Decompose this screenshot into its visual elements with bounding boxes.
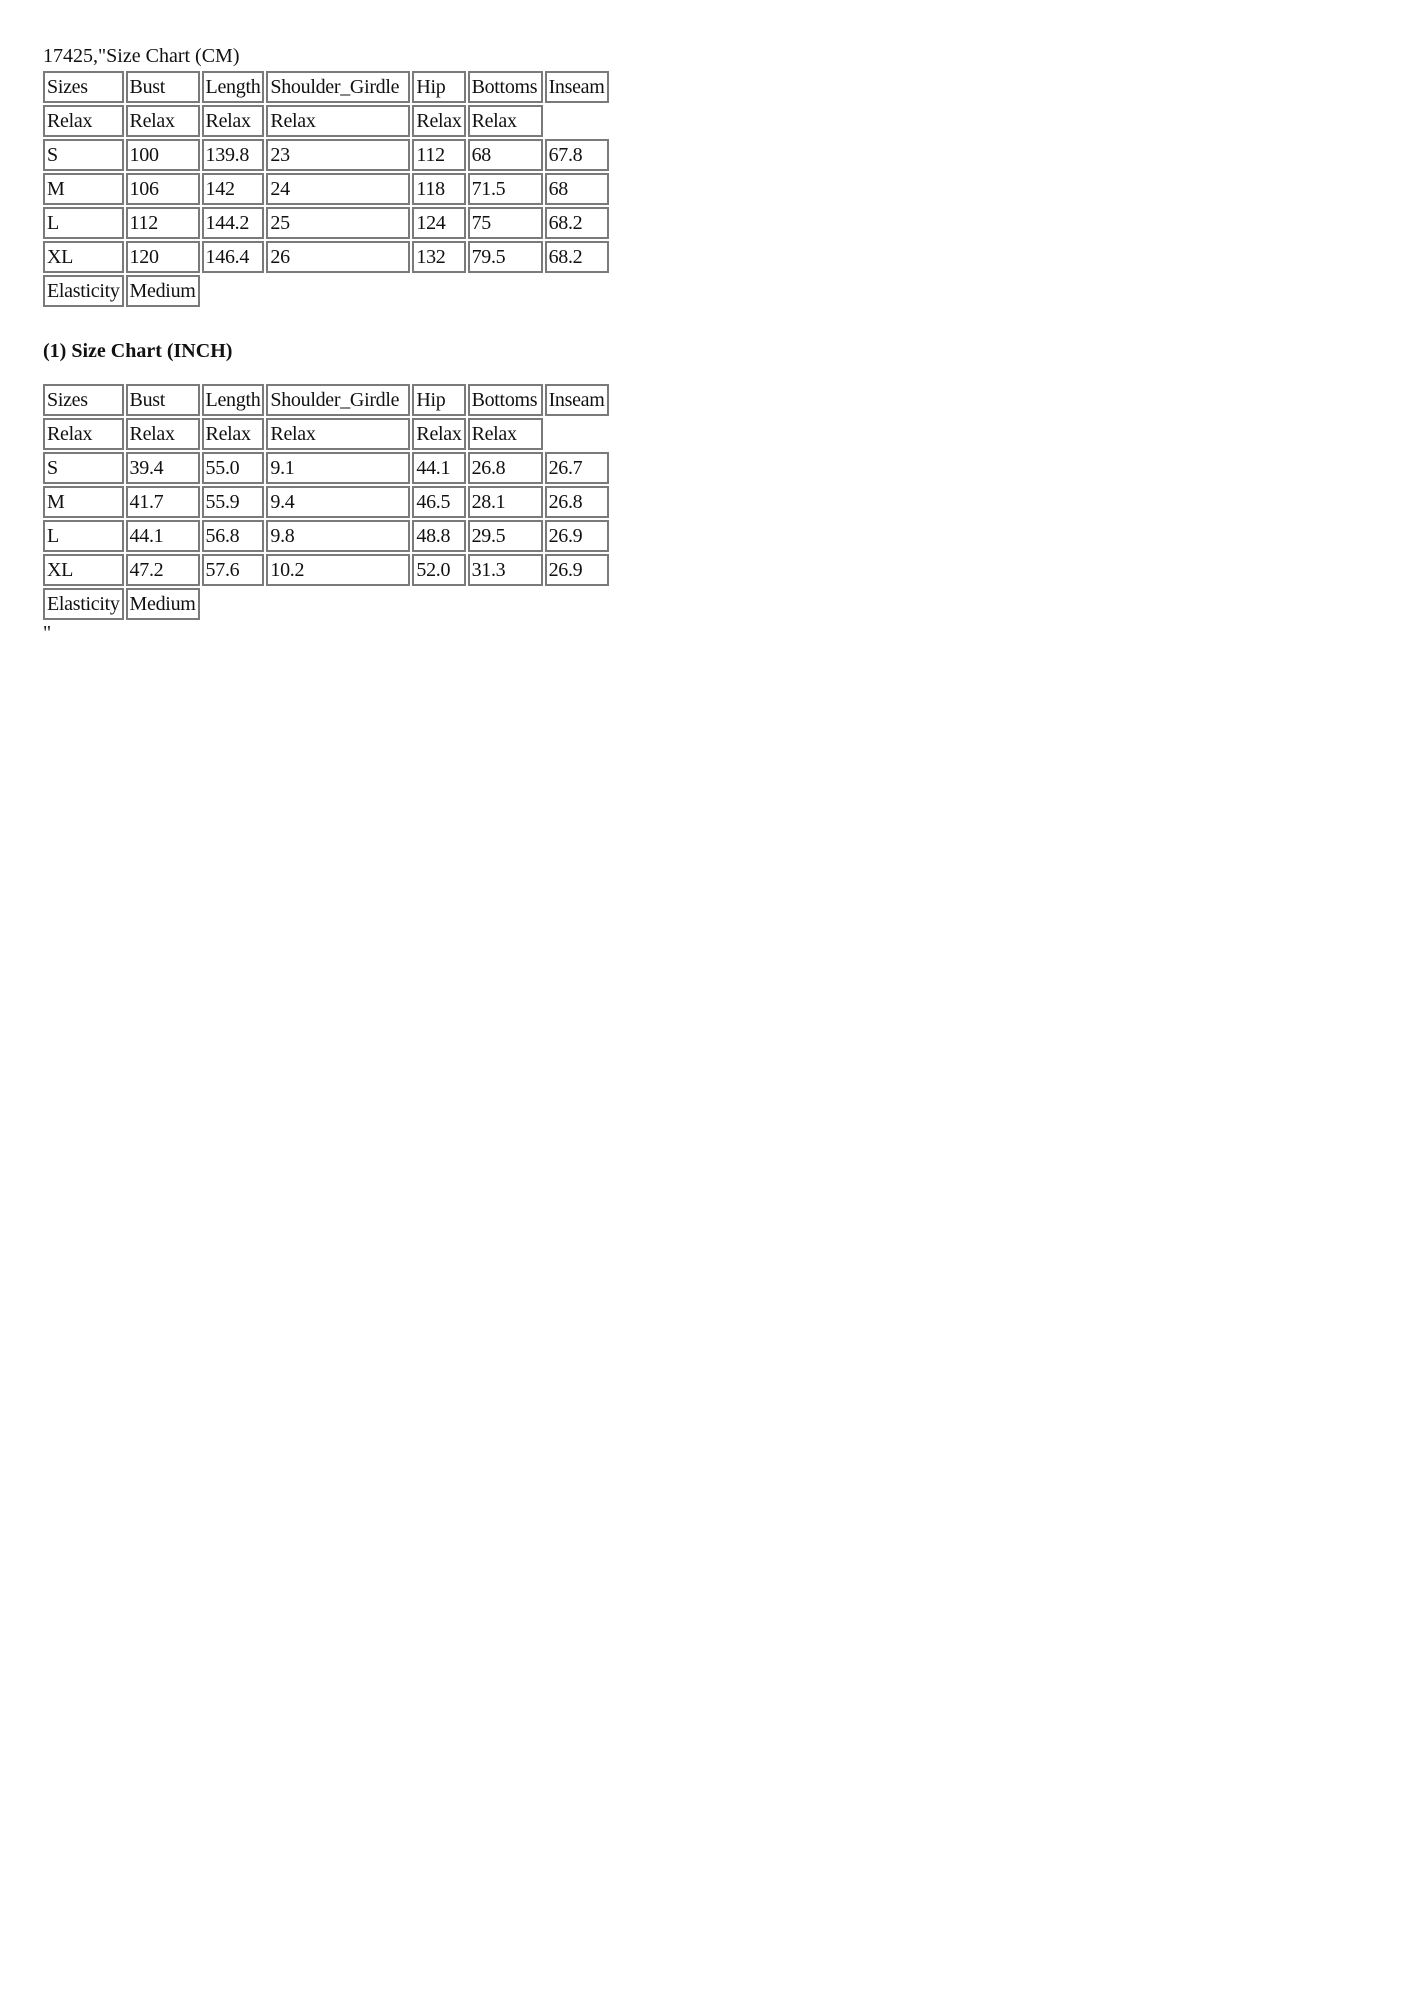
- cm-size-table: [41, 69, 611, 309]
- table-cell: Relax: [126, 105, 200, 137]
- column-header-cell: Sizes: [43, 384, 124, 416]
- document-page: [43, 44, 611, 644]
- table-cell: 9.1: [266, 452, 410, 484]
- table-cell: 44.1: [412, 452, 465, 484]
- table-cell: 10.2: [266, 554, 410, 586]
- table-cell: 39.4: [126, 452, 200, 484]
- table-cell: 46.5: [412, 486, 465, 518]
- column-header-cell: Inseam: [545, 384, 609, 416]
- table-cell: XL: [43, 554, 124, 586]
- column-header-cell: Bottoms: [468, 71, 543, 103]
- table-row: [43, 554, 609, 586]
- column-header-cell: Bottoms: [468, 384, 543, 416]
- table-cell: 44.1: [126, 520, 200, 552]
- inch-size-table: [41, 382, 611, 622]
- table-row: [43, 139, 609, 171]
- table-row: [43, 486, 609, 518]
- table-cell: 68: [468, 139, 543, 171]
- table-cell: Relax: [412, 418, 465, 450]
- table-cell: 52.0: [412, 554, 465, 586]
- table-cell: 139.8: [202, 139, 265, 171]
- column-header-cell: Length: [202, 71, 265, 103]
- table-cell: 26.9: [545, 520, 609, 552]
- table-row: [43, 452, 609, 484]
- table-cell: Relax: [266, 105, 410, 137]
- table-cell: 71.5: [468, 173, 543, 205]
- table-row: [43, 520, 609, 552]
- table-cell: 26.9: [545, 554, 609, 586]
- column-header-cell: Shoulder_Girdle: [266, 384, 410, 416]
- table-cell: 68.2: [545, 241, 609, 273]
- table-cell: 55.0: [202, 452, 265, 484]
- table-cell: 68: [545, 173, 609, 205]
- table-cell: Elasticity: [43, 588, 124, 620]
- table-cell: S: [43, 139, 124, 171]
- table-cell: [545, 418, 609, 450]
- table-cell: 67.8: [545, 139, 609, 171]
- table-cell: 118: [412, 173, 465, 205]
- column-header-cell: Shoulder_Girdle: [266, 71, 410, 103]
- table-cell: 142: [202, 173, 265, 205]
- table-cell: 144.2: [202, 207, 265, 239]
- table-cell: 79.5: [468, 241, 543, 273]
- table-cell: 146.4: [202, 241, 265, 273]
- table-cell: Relax: [43, 105, 124, 137]
- column-header-cell: Hip: [412, 71, 465, 103]
- table-cell: 41.7: [126, 486, 200, 518]
- table-cell: 120: [126, 241, 200, 273]
- table-cell: Medium: [126, 588, 200, 620]
- table-cell: 31.3: [468, 554, 543, 586]
- table-cell: 26.8: [468, 452, 543, 484]
- column-header-cell: Length: [202, 384, 265, 416]
- table-cell: L: [43, 207, 124, 239]
- table-cell: M: [43, 173, 124, 205]
- table-cell: 26.7: [545, 452, 609, 484]
- table-row: [43, 207, 609, 239]
- column-header-cell: Bust: [126, 384, 200, 416]
- column-header-cell: Inseam: [545, 71, 609, 103]
- table-cell: 56.8: [202, 520, 265, 552]
- table-row: [43, 173, 609, 205]
- table-cell: Elasticity: [43, 275, 124, 307]
- table-cell: 9.8: [266, 520, 410, 552]
- table-cell: 112: [126, 207, 200, 239]
- table-cell: 26.8: [545, 486, 609, 518]
- column-header-cell: Hip: [412, 384, 465, 416]
- column-header-cell: Bust: [126, 71, 200, 103]
- table-row: [43, 588, 609, 620]
- table-cell: L: [43, 520, 124, 552]
- table-row: [43, 105, 609, 137]
- table-cell: 9.4: [266, 486, 410, 518]
- table-cell: 24: [266, 173, 410, 205]
- table-row: [43, 275, 609, 307]
- table-cell: 23: [266, 139, 410, 171]
- table-cell: 48.8: [412, 520, 465, 552]
- table-cell: 25: [266, 207, 410, 239]
- table-cell: 112: [412, 139, 465, 171]
- table-cell: Relax: [202, 418, 265, 450]
- table-header-row: [43, 384, 609, 416]
- table-cell: 29.5: [468, 520, 543, 552]
- table-cell: S: [43, 452, 124, 484]
- table-cell: 132: [412, 241, 465, 273]
- trailing-quote: ": [43, 622, 52, 644]
- table-cell: 75: [468, 207, 543, 239]
- table-cell: 55.9: [202, 486, 265, 518]
- table-cell: XL: [43, 241, 124, 273]
- table-cell: 28.1: [468, 486, 543, 518]
- table-cell: Medium: [126, 275, 200, 307]
- inch-chart-title: (1) Size Chart (INCH): [43, 340, 233, 362]
- table-cell: 57.6: [202, 554, 265, 586]
- table-cell: Relax: [412, 105, 465, 137]
- cm-chart-title: 17425,"Size Chart (CM): [43, 45, 240, 67]
- table-cell: Relax: [468, 418, 543, 450]
- table-cell: M: [43, 486, 124, 518]
- table-cell: 124: [412, 207, 465, 239]
- table-cell: Relax: [266, 418, 410, 450]
- table-cell: Relax: [126, 418, 200, 450]
- column-header-cell: Sizes: [43, 71, 124, 103]
- table-cell: 106: [126, 173, 200, 205]
- table-cell: Relax: [202, 105, 265, 137]
- table-row: [43, 241, 609, 273]
- table-cell: [545, 105, 609, 137]
- table-header-row: [43, 71, 609, 103]
- table-cell: 26: [266, 241, 410, 273]
- table-cell: Relax: [468, 105, 543, 137]
- table-cell: Relax: [43, 418, 124, 450]
- table-row: [43, 418, 609, 450]
- table-cell: 100: [126, 139, 200, 171]
- table-cell: 47.2: [126, 554, 200, 586]
- table-cell: 68.2: [545, 207, 609, 239]
